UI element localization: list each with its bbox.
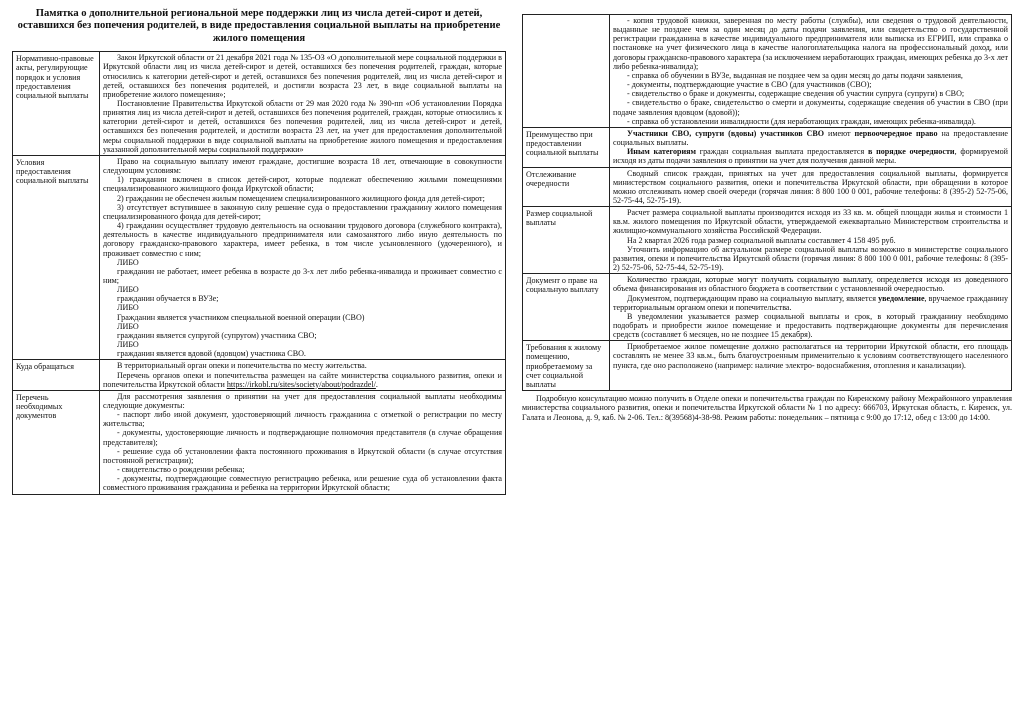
document-item: - свидетельство о рождении ребенка; (117, 465, 245, 475)
document-item: - свидетельство о браке и документы, содержащие сведения об участии супруга (супруги) в СВО; (627, 89, 965, 99)
priority-other-categories: Иным категориям (627, 147, 697, 157)
document-paragraph: Для рассмотрения заявления о принятии на учет для предоставления социальной выплаты необходимы следующие документы: (103, 391, 502, 410)
legal-acts-label: Нормативно-правовые акты, регулирующие порядок и условия предоставления социальной выплаты (13, 52, 100, 156)
condition-paragraph: Право на социальную выплату имеют граждане, достигшие возраста 18 лет, отвечающие в совокупности следующим условиям: (103, 156, 502, 176)
right-document-label: Документ о праве на социальную выплату (523, 274, 610, 341)
priority-paragraph (613, 147, 1008, 165)
size-paragraph: На 2 квартал 2026 года размер социальной выплаты составляет 4 158 495 руб. (627, 235, 896, 245)
page-title: Памятка о дополнительной региональной мере поддержки лиц из числа детей-сирот и детей, оставшихся без попечения родителей, в виде предоставления социальной выплаты на приобретение жилого помещения (17, 8, 501, 44)
documents-continued-text (610, 15, 1012, 128)
priority-text-1: имеют (824, 128, 855, 138)
document-item: - документы, подтверждающие совместную регистрацию ребенка, или решение суда об установлении факта совместного проживания гражданина и ребенка на территории Иркутской области; (103, 474, 502, 493)
priority-text-3: граждан социальная выплата предоставляется (696, 147, 868, 157)
condition-or: ЛИБО (117, 257, 139, 267)
where-paragraph-text: Перечень органов опеки и попечительства размещен на сайте министерства социального развития, опеки и попечительства Иркутской области (103, 370, 502, 389)
document-item: - справка об обучении в ВУЗе, выданная не позднее чем за один месяц до даты подачи заявления, (627, 70, 963, 80)
left-column (12, 0, 506, 495)
document-item: - решение суда об установлении факта постоянного проживания в Иркутской области (в случае отсутствия постоянной регистрации); (103, 446, 502, 465)
size-paragraph: Уточнить информацию об актуальном размере социальной выплаты возможно в министерстве социального развития, опеки и попечительства Иркутской области (горячая линия: 8 800 100 0 001, рабочие телефоны: 8 (395-2) 52-75-06, 52-75-44, 52-75-19). (613, 244, 1008, 273)
legal-act-paragraph: Постановление Правительства Иркутской области от 29 мая 2020 года № 390-пп «Об установлении Порядка принятия лиц из числа детей-сирот и детей, оставшихся без попечения родителей, граждан, которые относились к категории детей-сирот и детей, оставшихся без попечения родителей, лиц из числа детей-сирот и детей, оставшихся без попечения родителей, и достигли возраста 23 лет, на учет для предоставления дополнительной меры социальной поддержки в виде социальной выплаты на приобретение жилого помещения и предоставления указанной дополнительной меры социальной поддержки» (103, 99, 502, 154)
row-payment-size (523, 207, 1012, 274)
document-item: - документы, удостоверяющие личность и подтверждающие полномочия представителя (в случае обращения представителя); (103, 428, 502, 447)
documents-label: Перечень необходимых документов (13, 390, 100, 494)
priority-text-2: на предоставление социальных выплаты. (613, 128, 1008, 148)
payment-size-text (610, 207, 1012, 274)
condition-or: ЛИБО (117, 321, 139, 331)
where-to-apply-text (100, 360, 506, 390)
right-document-text-c: , вручаемое гражданину территориальным органом опеки и попечительства. (613, 293, 1008, 312)
link-suffix: . (375, 379, 378, 389)
right-document-paragraph (613, 294, 1008, 312)
condition-paragraph: 4) гражданин осуществляет трудовую деятельность на основании трудового договора (служебного контракта), деятельность в качестве индивидуального предпринимателя или самозанятого либо иную деятельность по договору гражданско-правового характера, имеет ребенка, в том числе усыновленного (удочеренного), и проживает совместно с ним; (103, 221, 502, 258)
queue-label: Отслеживание очередности (523, 167, 610, 207)
condition-paragraph: Гражданин является участником специальной военной операции (СВО) (117, 312, 365, 322)
footer-contacts: Подробную консультацию можно получить в Отделе опеки и попечительства граждан по Киренскому району Межрайонного управления министерства социального развития, опеки и попечительства Иркутской области № 1 по адресу: 666703, Иркутская область, г. Киренск, ул. Галата и Леонова, д. 9, каб. № 2-06. Тел.: 8(39568)4-38-98. Режим работы: понедельник – пятница с 9:00 до 17:12, обед с 13:00 до 14:00. (522, 394, 1012, 422)
document-item: - копия трудовой книжки, заверенная по месту работы (службы), или сведения о трудовой деятельности, выданные не позднее чем за один месяц до даты подачи заявления, или свидетельство о государственной регистрации гражданина в качестве индивидуального предпринимателя или выписка из ЕГРИП, или справка о постановке на учет физического лица в качестве налогоплательщика налога на профессиональный доход, или договоры гражданско-правового характера (за исключением неработающих граждан, имеющих ребенка до 3-х лет либо ребенка-инвалида); (613, 16, 1008, 71)
queue-paragraph: Сводный список граждан, принятых на учет для предоставления социальной выплаты, формируется министерством социального развития, опеки и попечительства Иркутской области, при обращении в которое можно отслеживать номер своей очереди (горячая линия: 8 800 100 0 001, рабочие телефоны: 8 (395-2) 52-75-06, 52-75-44, 52-75-19). (613, 168, 1008, 205)
right-document-text (610, 274, 1012, 341)
priority-text (610, 127, 1012, 167)
requirements-paragraph: Приобретаемое жилое помещение должно располагаться на территории Иркутской области, его площадь составлять не менее 33 кв.м., быть благоустроенным применительно к условиям соответствующего населенного пункта, где оно расположено (например: наличие электро- водоснабжения, отопления и канализации). (613, 342, 1008, 370)
row-legal-acts (13, 52, 506, 156)
documents-text (100, 390, 506, 494)
condition-paragraph: 1) гражданин включен в список детей-сирот, которые подлежат обеспечению жилыми помещениями специализированного жилищного фонда Иркутской области; (103, 175, 502, 194)
priority-order: в порядке очередности (867, 147, 955, 157)
notification-term: уведомление (878, 293, 925, 303)
where-paragraph (103, 371, 502, 389)
document-item: - документы, подтверждающие участие в СВО (для участников (СВО); (627, 80, 872, 90)
size-paragraph: Расчет размера социальной выплаты производится исходя из 33 кв. м. общей площади жилья и стоимости 1 кв.м. жилого помещения по Иркутской области, утверждаемой ежеквартально Министерством строительства и жилищно-коммунального хозяйства Российской Федерации. (613, 208, 1008, 236)
ministry-site-link[interactable]: https://irkobl.ru/sites/society/about/podrazdel/ (226, 379, 376, 389)
priority-text-4: , формируемой исходя из даты подачи заявления о принятии на учет для получения данной меры. (613, 147, 1008, 166)
priority-first-right: первоочередное право (854, 128, 938, 138)
row-conditions (13, 155, 506, 359)
info-table-right (522, 14, 1012, 391)
condition-paragraph: 2) гражданин не обеспечен жилым помещением специализированного жилищного фонда для детей-сирот; (117, 193, 485, 203)
condition-paragraph: гражданин не работает, имеет ребенка в возрасте до 3-х лет либо ребенка-инвалида и проживает совместно с ним; (103, 266, 502, 285)
condition-paragraph: гражданин является супругой (супругом) участника СВО; (117, 330, 317, 340)
requirements-label: Требования к жилому помещению, приобретаемому за счет социальной выплаты (523, 341, 610, 391)
conditions-text (100, 155, 506, 359)
legal-act-paragraph: Закон Иркутской области от 21 декабря 2021 года № 135-ОЗ «О дополнительной мере социальной поддержки в Иркутской области лиц из числа детей-сирот и детей, оставшихся без попечения родителей, граждан, которые относились к категории детей-сирот и детей, оставшихся без попечения родителей, лиц из числа детей-сирот и детей, оставшихся без попечения родителей, и достигли возраста 23 лет, в виде социальной выплаты на приобретение жилого помещения»; (103, 53, 502, 99)
row-right-document (523, 274, 1012, 341)
where-paragraph: В территориальный орган опеки и попечительства по месту жительства. (117, 361, 367, 371)
document-item: - свидетельство о браке, свидетельство о смерти и документы, содержащие сведения об участии в СВО (при подаче заявления вдовцом (вдовой)); (613, 98, 1008, 117)
right-document-text-a: Документом, подтверждающим право на социальную выплату, является (627, 293, 879, 303)
requirements-text (610, 341, 1012, 391)
payment-size-label: Размер социальной выплаты (523, 207, 610, 274)
right-document-paragraph: Количество граждан, которые могут получить социальную выплату, определяется исходя из доведенного объема финансирования из областного бюджета в соответствии с установленной очередностью. (613, 275, 1008, 294)
condition-or: ЛИБО (117, 340, 139, 350)
priority-paragraph (613, 129, 1008, 147)
row-priority (523, 127, 1012, 167)
conditions-label: Условия предоставления социальной выплаты (13, 155, 100, 359)
condition-paragraph: гражданин обучается в ВУЗе; (117, 294, 219, 304)
document-item: - справка об установлении инвалидности (для неработающих граждан, имеющих ребенка-инвалида). (627, 116, 976, 126)
document-item: - паспорт либо иной документ, удостоверяющий личность гражданина с отметкой о регистрации по месту жительства; (103, 410, 502, 429)
right-column (522, 14, 1012, 422)
right-document-paragraph: В уведомлении указывается размер социальной выплаты и срок, в который гражданину необходимо подобрать и приобрести жилое помещение и предоставить подтверждающие документы для перечисления средств (составляет 6 месяцев, но не позднее 15 декабря). (613, 311, 1008, 340)
info-table-left (12, 51, 506, 494)
row-queue (523, 167, 1012, 207)
queue-text (610, 167, 1012, 207)
legal-acts-text (100, 52, 506, 156)
condition-paragraph: 3) отсутствует вступившее в законную силу решение суда о предоставлении гражданину жилого помещения специализированного фонда для детей-сирот; (103, 202, 502, 221)
row-documents (13, 390, 506, 494)
condition-paragraph: гражданин является вдовой (вдовцом) участника СВО. (117, 349, 306, 359)
priority-label: Преимущество при предоставлении социальной выплаты (523, 127, 610, 167)
priority-bold-lead: Участники СВО, супруги (вдовы) участников СВО (627, 128, 825, 138)
row-where-to-apply (13, 360, 506, 390)
row-documents-continued (523, 15, 1012, 128)
condition-or: ЛИБО (117, 285, 139, 295)
where-to-apply-label: Куда обращаться (13, 360, 100, 390)
documents-continued-label (523, 15, 610, 128)
row-requirements (523, 341, 1012, 391)
condition-or: ЛИБО (117, 303, 139, 313)
